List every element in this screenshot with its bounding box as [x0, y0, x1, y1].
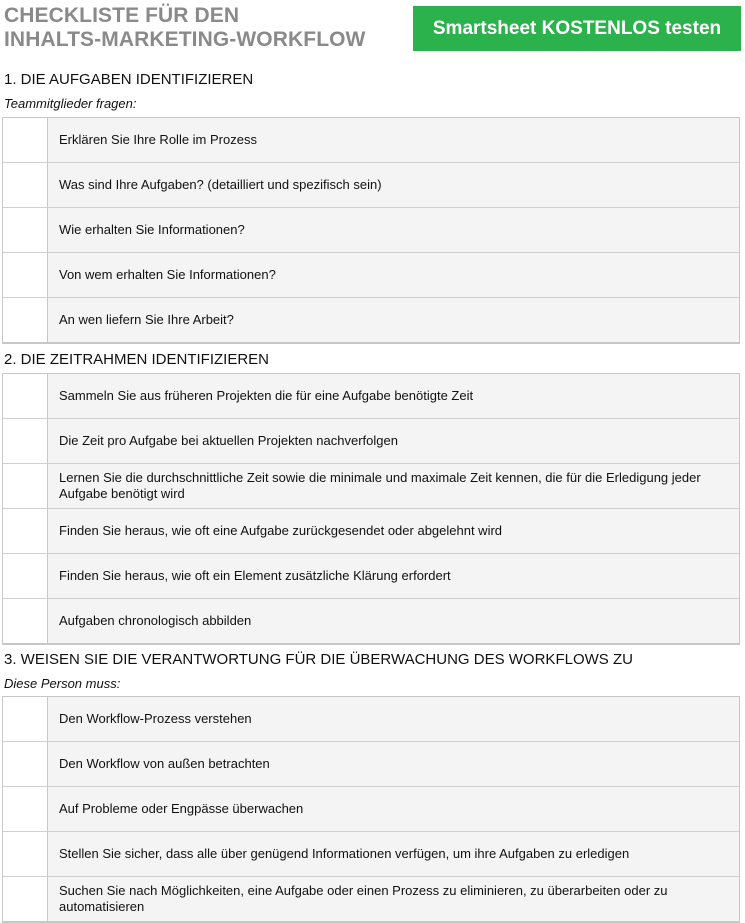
checklist-row [3, 741, 739, 786]
checklist-item-text: An wen liefern Sie Ihre Arbeit? [48, 298, 739, 342]
section-3-checklist [2, 696, 740, 923]
section-2-heading: 2. DIE ZEITRAHMEN IDENTIFIZIEREN [4, 351, 270, 368]
checklist-item-text: Auf Probleme oder Engpässe überwachen [48, 787, 739, 831]
checkbox[interactable] [3, 253, 48, 297]
checklist-row [3, 252, 739, 297]
checklist-item-text: Den Workflow von außen betrachten [48, 742, 739, 786]
checklist-item-text: Finden Sie heraus, wie oft ein Element zusätzliche Klärung erfordert [48, 554, 739, 598]
checklist-row [3, 374, 739, 418]
section-1-checklist [2, 117, 740, 344]
checkbox[interactable] [3, 742, 48, 786]
checkbox[interactable] [3, 832, 48, 876]
checklist-row [3, 786, 739, 831]
checklist-item-text: Sammeln Sie aus früheren Projekten die für eine Aufgabe benötigte Zeit [48, 374, 739, 418]
checklist-item-text: Finden Sie heraus, wie oft eine Aufgabe zurückgesendet oder abgelehnt wird [48, 509, 739, 553]
checklist-item-text: Wie erhalten Sie Informationen? [48, 208, 739, 252]
checklist-item-text: Stellen Sie sicher, dass alle über genügend Informationen verfügen, um ihre Aufgaben zu erledigen [48, 832, 739, 876]
checklist-row [3, 876, 739, 921]
checklist-item-text: Den Workflow-Prozess verstehen [48, 697, 739, 741]
checkbox[interactable] [3, 554, 48, 598]
checklist-row [3, 118, 739, 162]
checkbox[interactable] [3, 877, 48, 921]
checklist-item-text: Suchen Sie nach Möglichkeiten, eine Aufgabe oder einen Prozess zu eliminieren, zu überarbeiten oder zu automatisieren [48, 877, 739, 921]
checkbox[interactable] [3, 374, 48, 418]
checkbox[interactable] [3, 419, 48, 463]
checklist-item-text: Die Zeit pro Aufgabe bei aktuellen Projekten nachverfolgen [48, 419, 739, 463]
checklist-row [3, 697, 739, 741]
checkbox[interactable] [3, 509, 48, 553]
checklist-row [3, 297, 739, 342]
checklist-row [3, 207, 739, 252]
checkbox[interactable] [3, 599, 48, 643]
section-3-heading: 3. WEISEN SIE DIE VERANTWORTUNG FÜR DIE ÜBERWACHUNG DES WORKFLOWS ZU [4, 651, 633, 668]
checklist-row [3, 463, 739, 508]
section-2-checklist [2, 373, 740, 645]
checklist-row [3, 553, 739, 598]
try-smartsheet-free-button[interactable]: Smartsheet KOSTENLOS testen [413, 6, 741, 51]
checkbox[interactable] [3, 464, 48, 508]
section-1-heading: 1. DIE AUFGABEN IDENTIFIZIEREN [4, 71, 254, 88]
checkbox[interactable] [3, 163, 48, 207]
checklist-item-text: Aufgaben chronologisch abbilden [48, 599, 739, 643]
checkbox[interactable] [3, 208, 48, 252]
checklist-row [3, 418, 739, 463]
section-1-subheading: Teammitglieder fragen: [4, 96, 137, 111]
section-3-subheading: Diese Person muss: [4, 676, 121, 691]
checklist-item-text: Was sind Ihre Aufgaben? (detailliert und spezifisch sein) [48, 163, 739, 207]
checklist-row [3, 598, 739, 643]
checkbox[interactable] [3, 787, 48, 831]
checkbox[interactable] [3, 118, 48, 162]
page-title [4, 4, 365, 52]
page-title-line1: CHECKLISTE FÜR DEN [4, 4, 240, 27]
checkbox[interactable] [3, 298, 48, 342]
checklist-row [3, 831, 739, 876]
checklist-item-text: Lernen Sie die durchschnittliche Zeit sowie die minimale und maximale Zeit kennen, die für die Erledigung jeder Aufgabe benötigt wird [48, 464, 739, 508]
checklist-item-text: Von wem erhalten Sie Informationen? [48, 253, 739, 297]
checklist-row [3, 162, 739, 207]
checklist-row [3, 508, 739, 553]
page-title-line2: INHALTS-MARKETING-WORKFLOW [4, 28, 366, 51]
checkbox[interactable] [3, 697, 48, 741]
checklist-item-text: Erklären Sie Ihre Rolle im Prozess [48, 118, 739, 162]
